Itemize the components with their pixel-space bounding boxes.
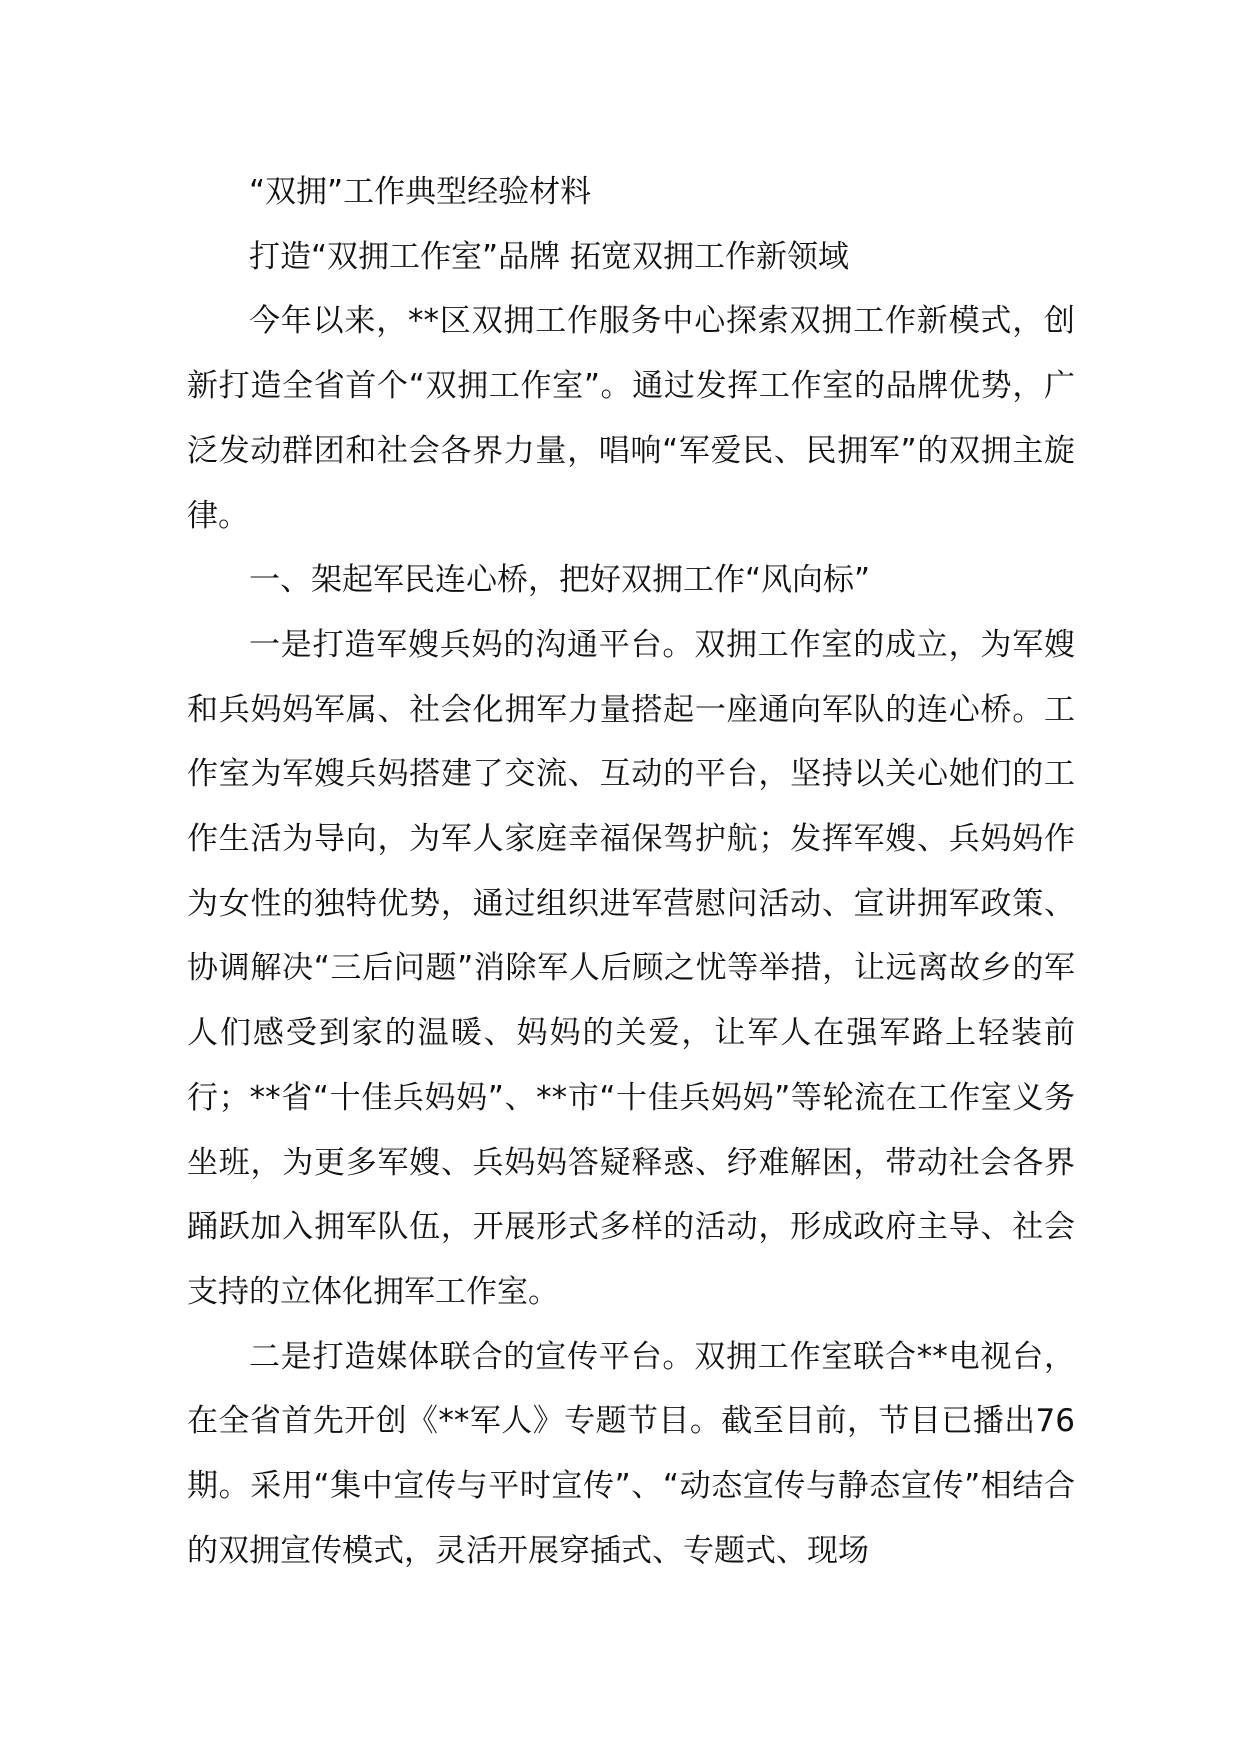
paragraph-intro: 今年以来，**区双拥工作服务中心探索双拥工作新模式，创新打造全省首个“双拥工作室”。通过发挥工作室的品牌优势，广泛发动群团和社会各界力量，唱响“军爱民、民拥军”的双拥主旋律。 [187,303,1075,534]
document-subtitle: 打造“双拥工作室”品牌 拓宽双拥工作新领域 [249,238,849,275]
document-title: “双拥”工作典型经验材料 [249,174,592,210]
paragraph-point-2: 二是打造媒体联合的宣传平台。双拥工作室联合**电视台，在全省首先开创《**军人》专题节目。截至目前，节目已播出76期。采用“集中宣传与平时宣传”、“动态宣传与静态宣传”相结合的双拥宣传模式，灵活开展穿插式、专题式、现场 [187,1338,1075,1569]
paragraph-point-1: 一是打造军嫂兵妈的沟通平台。双拥工作室的成立，为军嫂和兵妈妈军属、社会化拥军力量搭起一座通向军队的连心桥。工作室为军嫂兵妈搭建了交流、互动的平台，坚持以关心她们的工作生活为导向，为军人家庭幸福保驾护航；发挥军嫂、兵妈妈作为女性的独特优势，通过组织进军营慰问活动、宣讲拥军政策、协调解决“三后问题”消除军人后顾之忧等举措，让远离故乡的军人们感受到家的温暖、妈妈的关爱，让军人在强军路上轻装前行；**省“十佳兵妈妈”、**市“十佳兵妈妈”等轮流在工作室义务坐班，为更多军嫂、兵妈妈答疑释惑、纾难解困，带动社会各界踊跃加入拥军队伍，开展形式多样的活动，形成政府主导、社会支持的立体化拥军工作室。 [187,626,1075,1310]
document-body [187,160,1075,1583]
section-heading-1: 一、架起军民连心桥，把好双拥工作“风向标” [249,562,871,599]
